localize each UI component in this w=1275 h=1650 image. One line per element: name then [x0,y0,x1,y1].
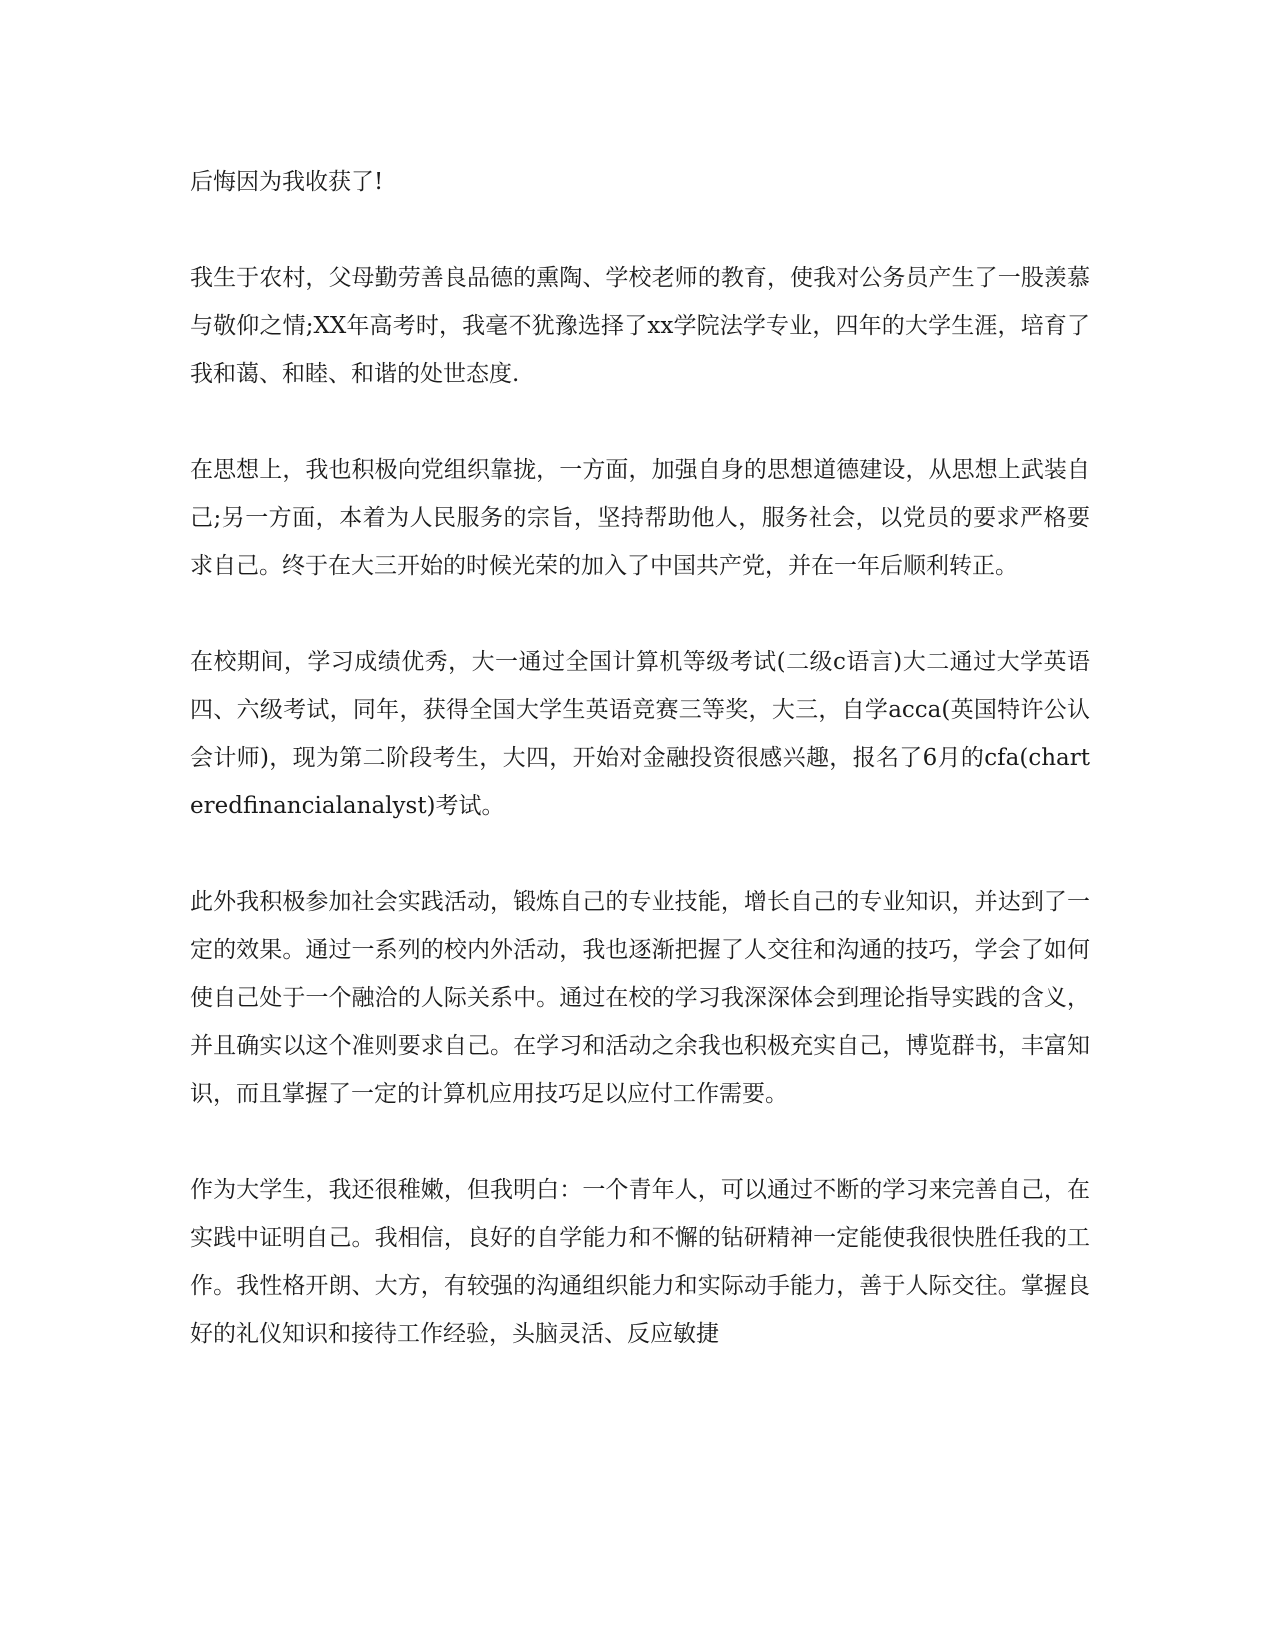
paragraph-5: 此外我积极参加社会实践活动，锻炼自己的专业技能，增长自己的专业知识，并达到了一定的效果。通过一系列的校内外活动，我也逐渐把握了人交往和沟通的技巧，学会了如何使自己处于一个融洽的人际关系中。通过在校的学习我深深体会到理论指导实践的含义，并且确实以这个准则要求自己。在学习和活动之余我也积极充实自己，博览群书，丰富知识，而且掌握了一定的计算机应用技巧足以应付工作需要。 [190,889,1090,1107]
paragraph-1: 后悔因为我收获了! [190,169,384,195]
paragraph-2: 我生于农村，父母勤劳善良品德的熏陶、学校老师的教育，使我对公务员产生了一股羡慕与敬仰之情;XX年高考时，我毫不犹豫选择了xx学院法学专业，四年的大学生涯，培育了我和蔼、和睦、和谐的处世态度. [190,265,1090,387]
paragraph-4: 在校期间，学习成绩优秀，大一通过全国计算机等级考试(二级c语言)大二通过大学英语四、六级考试，同年，获得全国大学生英语竞赛三等奖，大三，自学acca(英国特许公认会计师)，现为第二阶段考生，大四，开始对金融投资很感兴趣，报名了6月的cfa(charteredfinancialanalyst)考试。 [190,649,1090,819]
paragraph-3: 在思想上，我也积极向党组织靠拢，一方面，加强自身的思想道德建设，从思想上武装自己;另一方面，本着为人民服务的宗旨，坚持帮助他人，服务社会，以党员的要求严格要求自己。终于在大三开始的时候光荣的加入了中国共产党，并在一年后顺利转正。 [190,457,1090,579]
document-body [190,158,1090,1406]
paragraph-6: 作为大学生，我还很稚嫩，但我明白：一个青年人，可以通过不断的学习来完善自己，在实践中证明自己。我相信，良好的自学能力和不懈的钻研精神一定能使我很快胜任我的工作。我性格开朗、大方，有较强的沟通组织能力和实际动手能力，善于人际交往。掌握良好的礼仪知识和接待工作经验，头脑灵活、反应敏捷 [190,1177,1090,1347]
